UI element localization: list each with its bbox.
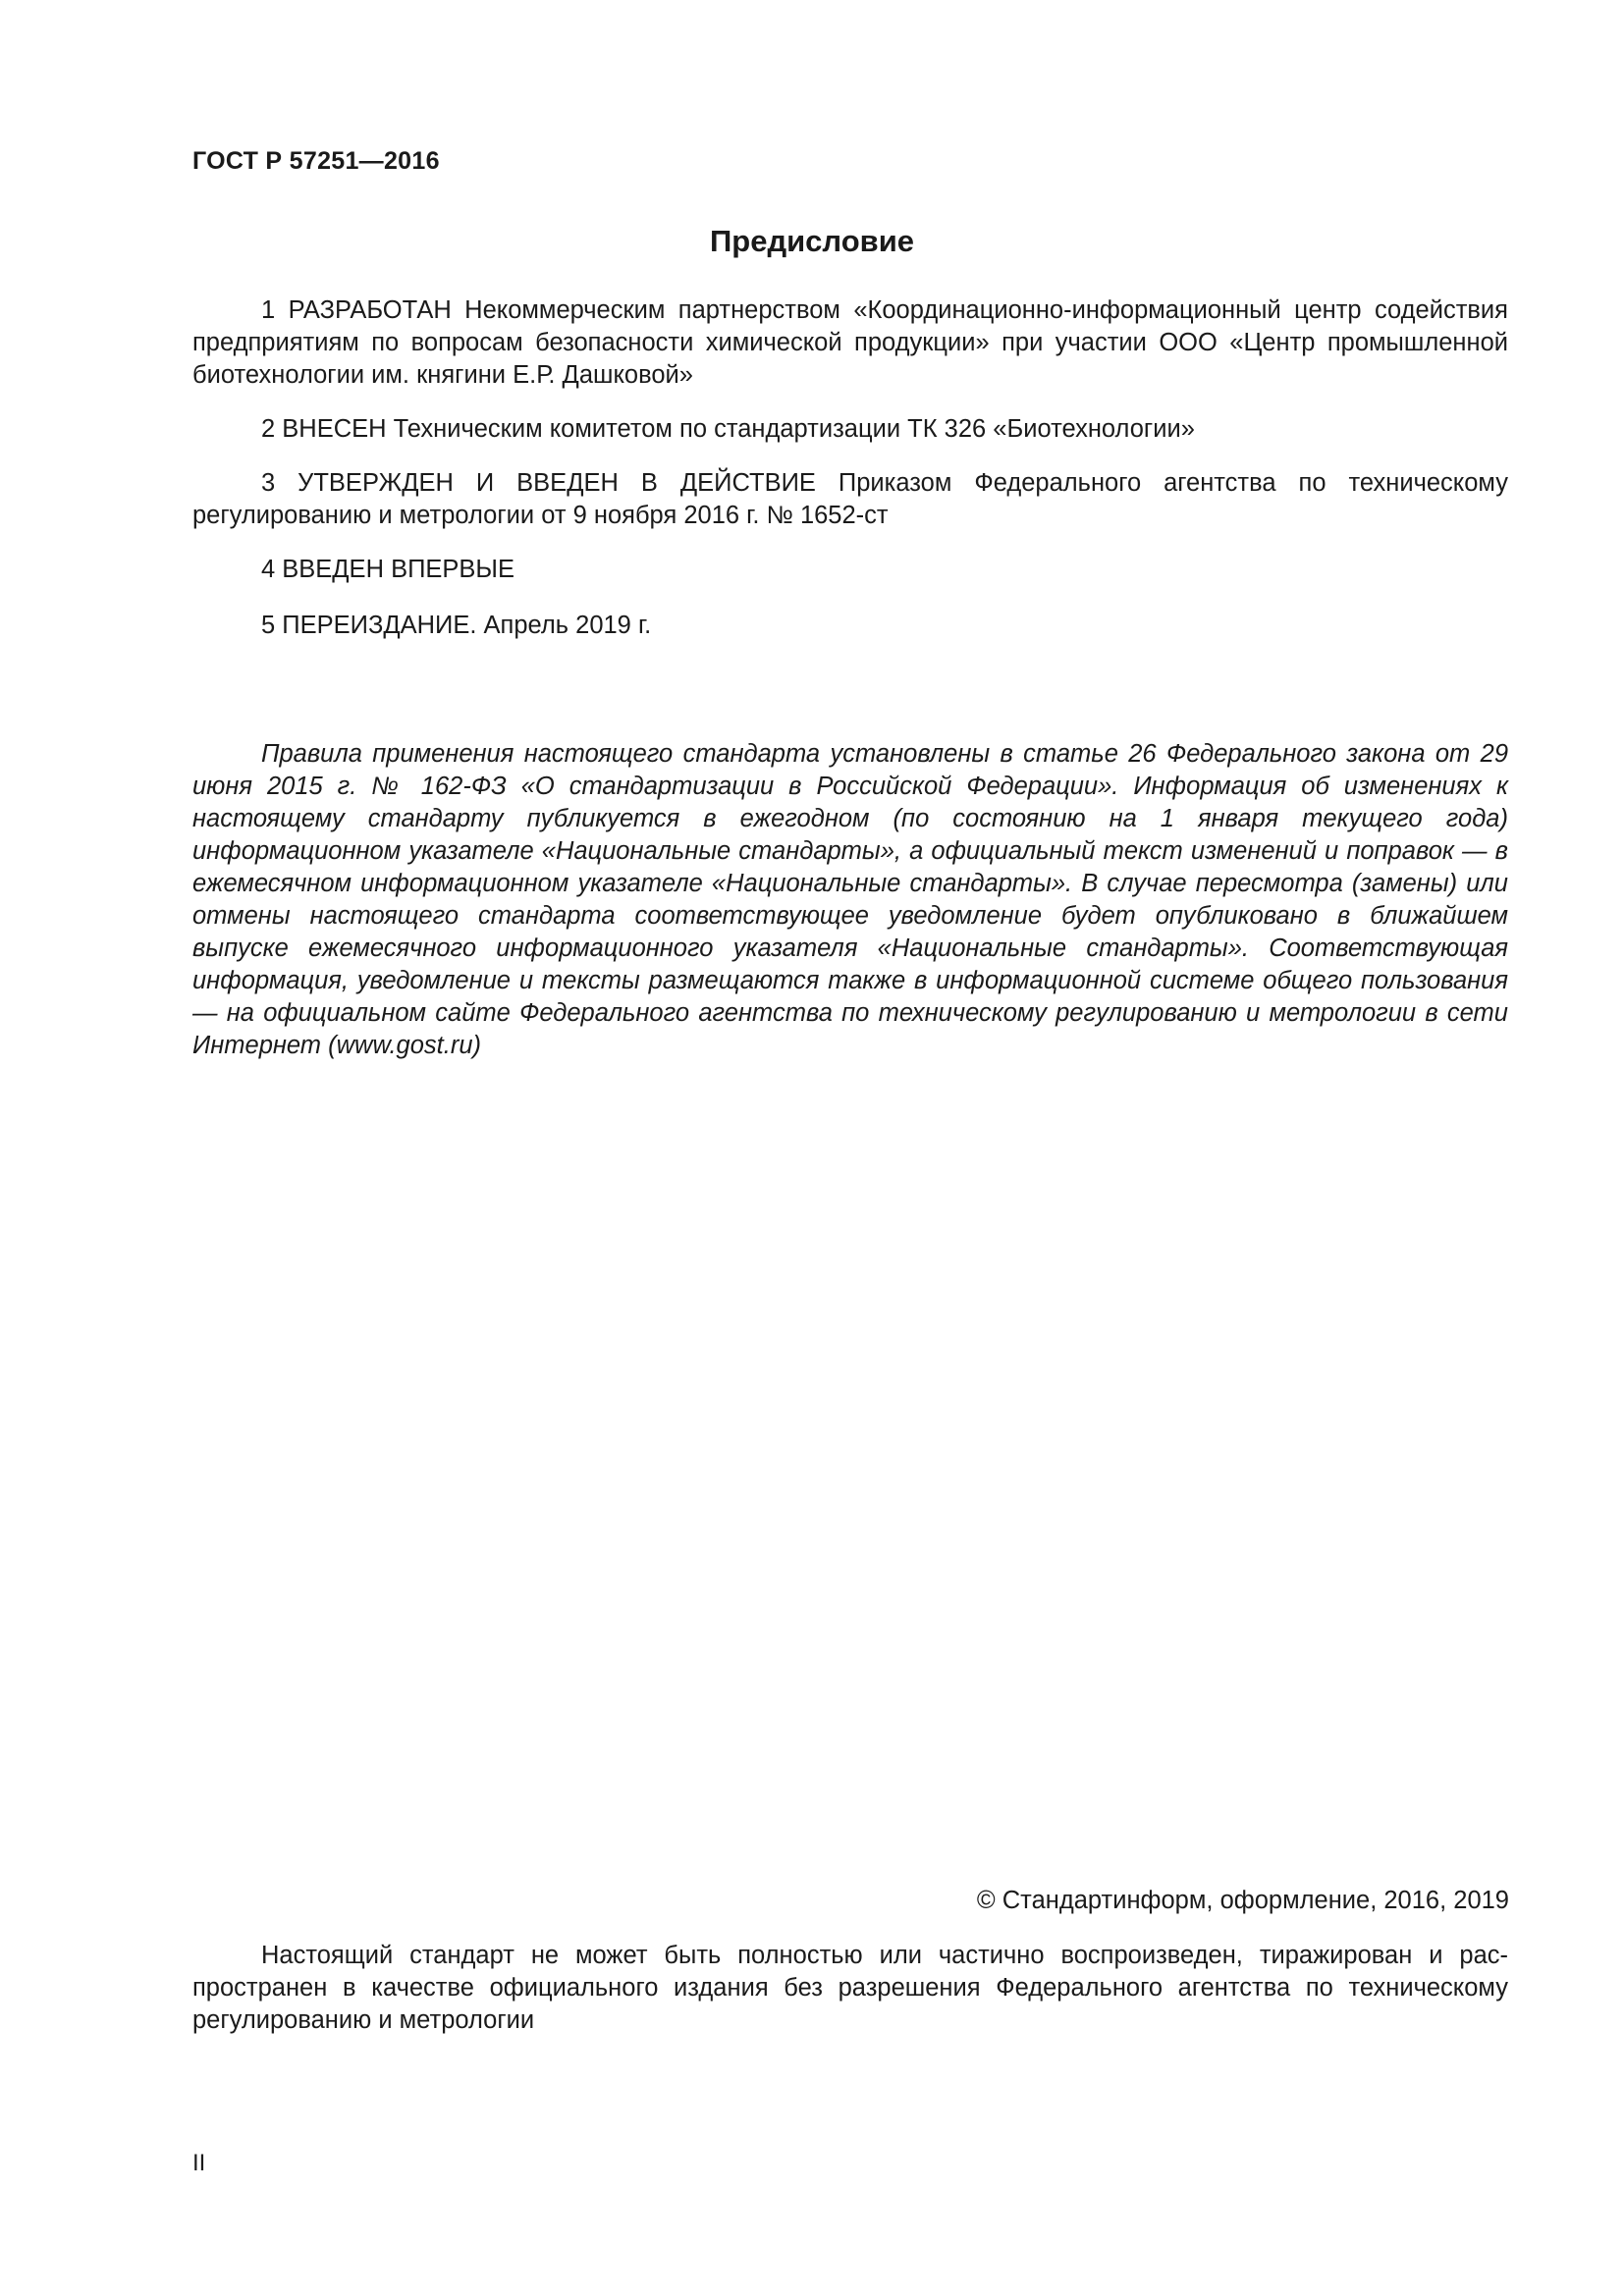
page-title: Предисловие bbox=[709, 224, 914, 258]
page-number: II bbox=[192, 2150, 206, 2176]
foreword-item-2: 2 ВНЕСЕН Техническим комитетом по стандартизации ТК 326 «Биотехнологии» bbox=[261, 415, 1195, 443]
foreword-item-4: 4 ВВЕДЕН ВПЕРВЫЕ bbox=[261, 556, 515, 583]
document-code: ГОСТ Р 57251—2016 bbox=[192, 147, 440, 175]
foreword-item-1: 1 РАЗРАБОТАН Некоммерческим партнерством «Координационно-информационный центр содействия предприятиям по вопросам безопасности химической продукции» при участии ООО «Центр промышленной биотехнологии им. княгини Е.Р. Дашковой» bbox=[192, 296, 1508, 389]
application-rules-note: Правила применения настоящего стандарта установлены в статье 26 Федерального закона от 29 июня 2015 г. № 162-ФЗ «О стандартизации в Российской Федерации». Информация об изменениях к настоящему стандарту публикуется в ежегодном (по состоянию на 1 января текущего года) информационном указателе «Национальные стандарты», а официальный текст изменений и поправок — в ежемесячном информационном указателе «Национальные стандарты». В случае пересмотра (замены) или отмены настоящего стандарта соответствующее уведомление будет опубликовано в ближайшем выпуске ежемесячного информационного указателя «Национальные стандарты». Соответствующая информация, уведомление и тексты размещаются также в информационной системе общего пользования — на официальном сайте Федерального агентства по техническому регулированию и метрологии в сети Интернет (www.gost.ru) bbox=[192, 740, 1508, 1059]
foreword-item-5: 5 ПЕРЕИЗДАНИЕ. Апрель 2019 г. bbox=[261, 612, 652, 639]
reproduction-notice: Настоящий стандарт не может быть полностью или частично воспроизведен, тиражирован и распространен в качестве официального издания без разрешения Федерального агентства по техническому регулированию и метрологии bbox=[192, 1942, 1508, 2034]
foreword-item-3: 3 УТВЕРЖДЕН И ВВЕДЕН В ДЕЙСТВИЕ Приказом Федерального агентства по техническому регулированию и метрологии от 9 ноября 2016 г. № 1652-ст bbox=[192, 469, 1508, 529]
copyright-line: © Стандартинформ, оформление, 2016, 2019 bbox=[976, 1887, 1509, 1914]
